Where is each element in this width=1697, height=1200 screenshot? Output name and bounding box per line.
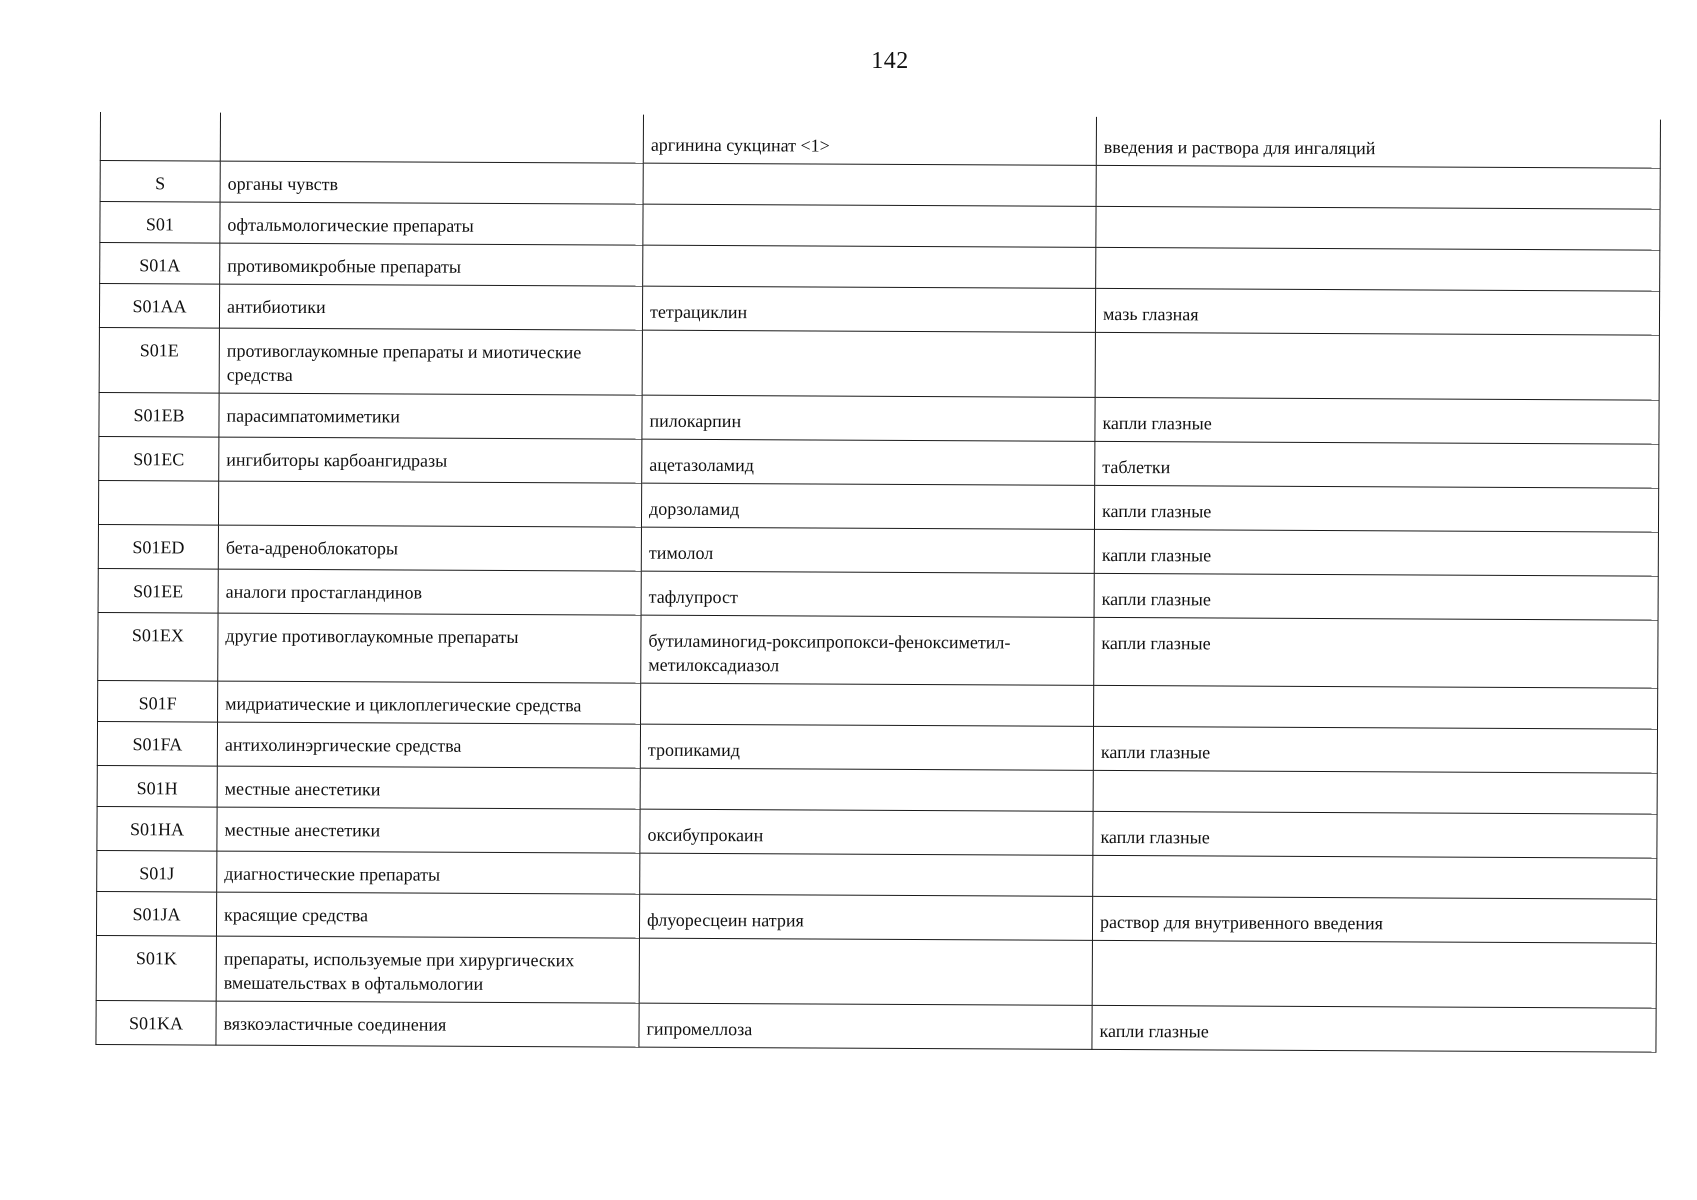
substance-cell: ацетазоламид bbox=[642, 439, 1095, 485]
substance-cell bbox=[643, 245, 1096, 288]
substance-cell: тетрациклин bbox=[642, 286, 1095, 332]
group-name-cell: бета-адреноблокаторы bbox=[218, 525, 641, 571]
dosage-form-cell bbox=[1093, 855, 1657, 899]
table-row bbox=[97, 721, 1657, 773]
group-name-cell: другие противоглаукомные препараты bbox=[218, 613, 641, 683]
dosage-form-cell: капли глазные bbox=[1093, 726, 1657, 773]
group-name-cell: вязкоэластичные соединения bbox=[216, 1001, 639, 1047]
dosage-form-cell bbox=[1092, 940, 1656, 1008]
substance-cell: дорзоламид bbox=[641, 483, 1094, 529]
substance-cell bbox=[641, 683, 1094, 726]
dosage-form-cell: капли глазные bbox=[1092, 1005, 1656, 1052]
table-row bbox=[99, 392, 1659, 444]
group-name-cell: противоглаукомные препараты и миотические средства bbox=[219, 328, 642, 395]
substance-cell bbox=[642, 330, 1095, 397]
atc-code-cell: S01AA bbox=[99, 284, 219, 329]
table-row bbox=[98, 568, 1658, 620]
dosage-form-cell: введения и раствора для ингаляций bbox=[1096, 117, 1660, 168]
substance-cell: пилокарпин bbox=[642, 395, 1095, 441]
substance-cell: тропикамид bbox=[640, 724, 1093, 770]
substance-cell bbox=[643, 163, 1096, 206]
group-name-cell: антихолинэргические средства bbox=[217, 722, 640, 768]
drug-classification-table bbox=[95, 112, 1661, 1053]
atc-code-cell: S01E bbox=[99, 327, 219, 393]
dosage-form-cell bbox=[1095, 332, 1659, 400]
atc-code-cell: S01A bbox=[100, 243, 220, 285]
atc-code-cell: S01EB bbox=[99, 392, 219, 437]
atc-code-cell: S01 bbox=[100, 202, 220, 244]
atc-code-cell: S01J bbox=[97, 850, 217, 892]
substance-cell bbox=[639, 938, 1092, 1005]
dosage-form-cell: раствор для внутривенного введения bbox=[1092, 896, 1656, 943]
dosage-form-cell: капли глазные bbox=[1094, 617, 1658, 688]
group-name-cell: противомикробные препараты bbox=[220, 243, 643, 286]
dosage-form-cell bbox=[1096, 247, 1660, 291]
group-name-cell: местные анестетики bbox=[217, 807, 640, 853]
atc-code-cell: S01KA bbox=[96, 1000, 216, 1045]
group-name-cell: препараты, используемые при хирургических вмешательствах в офтальмологии bbox=[216, 936, 639, 1003]
group-name-cell: мидриатические и циклоплегические средства bbox=[218, 681, 641, 724]
group-name-cell: парасимпатомиметики bbox=[219, 393, 642, 439]
group-name-cell: аналоги простагландинов bbox=[218, 569, 641, 615]
substance-cell: тафлупрост bbox=[641, 571, 1094, 617]
group-name-cell bbox=[220, 113, 643, 164]
group-name-cell: офтальмологические препараты bbox=[220, 202, 643, 245]
table-row bbox=[97, 806, 1657, 858]
dosage-form-cell: капли глазные bbox=[1094, 529, 1658, 576]
atc-code-cell: S01ED bbox=[98, 524, 218, 569]
group-name-cell: ингибиторы карбоангидразы bbox=[219, 437, 642, 483]
atc-code-cell: S01H bbox=[97, 765, 217, 807]
table-row bbox=[96, 1000, 1656, 1052]
dosage-form-cell bbox=[1094, 685, 1658, 729]
atc-code-cell: S bbox=[100, 161, 220, 203]
atc-code-cell: S01K bbox=[96, 935, 216, 1001]
dosage-form-cell: капли глазные bbox=[1093, 811, 1657, 858]
dosage-form-cell: капли глазные bbox=[1095, 397, 1659, 444]
atc-code-cell: S01HA bbox=[97, 806, 217, 851]
substance-cell: тимолол bbox=[641, 527, 1094, 573]
atc-code-cell bbox=[98, 480, 218, 525]
dosage-form-cell: капли глазные bbox=[1094, 485, 1658, 532]
group-name-cell: красящие средства bbox=[216, 892, 639, 938]
table-row bbox=[100, 112, 1660, 168]
substance-cell: флуоресцеин натрия bbox=[639, 894, 1092, 940]
table-row bbox=[99, 327, 1659, 400]
substance-cell: оксибупрокаин bbox=[640, 809, 1093, 855]
group-name-cell bbox=[218, 481, 641, 527]
dosage-form-cell: капли глазные bbox=[1094, 573, 1658, 620]
substance-cell: аргинина сукцинат <1> bbox=[643, 115, 1096, 166]
dosage-form-cell bbox=[1093, 770, 1657, 814]
table-row bbox=[98, 524, 1658, 576]
group-name-cell: антибиотики bbox=[219, 284, 642, 330]
group-name-cell: органы чувств bbox=[220, 161, 643, 204]
table-body bbox=[96, 112, 1661, 1052]
substance-cell bbox=[643, 204, 1096, 247]
table-row bbox=[98, 612, 1658, 688]
atc-code-cell: S01F bbox=[98, 680, 218, 722]
table-row bbox=[99, 436, 1659, 488]
table-row bbox=[96, 891, 1656, 943]
dosage-form-cell bbox=[1096, 165, 1660, 209]
table-row bbox=[99, 284, 1659, 336]
dosage-form-cell: таблетки bbox=[1095, 441, 1659, 488]
substance-cell bbox=[640, 768, 1093, 811]
atc-code-cell: S01JA bbox=[96, 891, 216, 936]
atc-code-cell: S01EC bbox=[99, 436, 219, 481]
table-row bbox=[96, 935, 1656, 1008]
dosage-form-cell bbox=[1096, 206, 1660, 250]
atc-code-cell: S01FA bbox=[97, 721, 217, 766]
substance-cell: бутиламиногид-роксипропокси-феноксиметил-метилоксадиазол bbox=[641, 615, 1094, 685]
page-number: 142 bbox=[871, 48, 909, 74]
atc-code-cell bbox=[100, 112, 220, 161]
group-name-cell: местные анестетики bbox=[217, 766, 640, 809]
group-name-cell: диагностические препараты bbox=[217, 851, 640, 894]
atc-code-cell: S01EE bbox=[98, 568, 218, 613]
dosage-form-cell: мазь глазная bbox=[1095, 288, 1659, 335]
substance-cell: гипромеллоза bbox=[639, 1003, 1092, 1049]
substance-cell bbox=[640, 853, 1093, 896]
atc-code-cell: S01EX bbox=[98, 612, 218, 681]
table-row bbox=[98, 480, 1658, 532]
